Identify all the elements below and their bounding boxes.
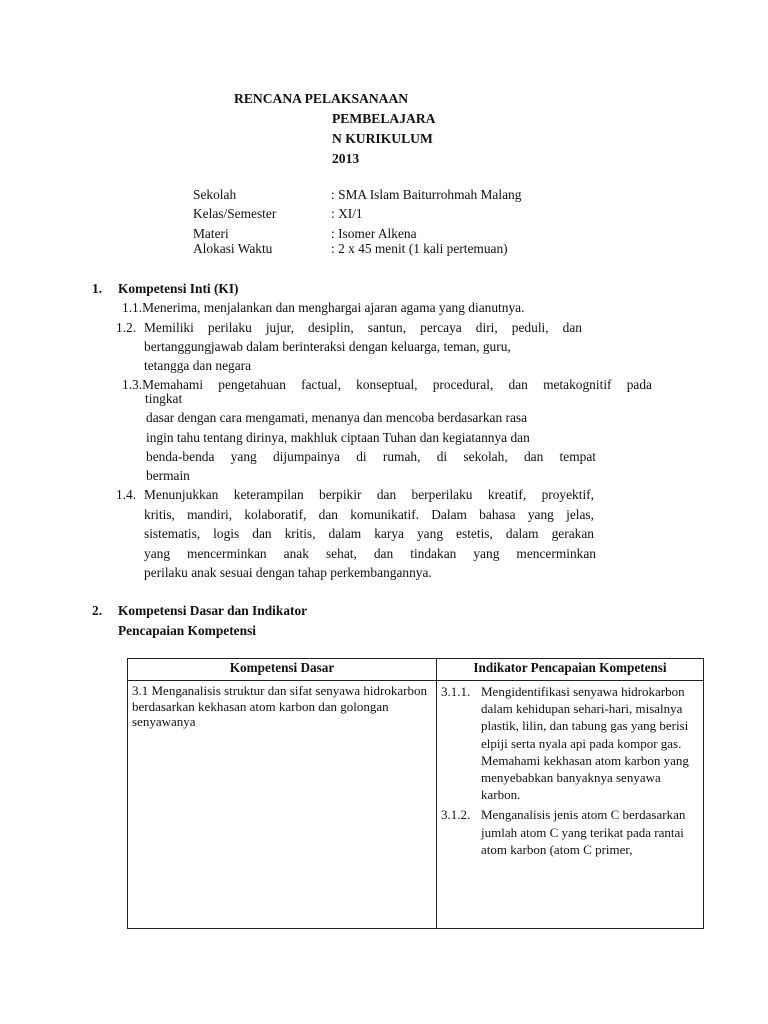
identity-value-kelas: : XI/1	[331, 206, 363, 221]
table-header-kompetensi-dasar: Kompetensi Dasar	[128, 659, 437, 681]
ki-1-4-line-3: sistematis, logis dan kritis, dalam karya yang estetis, dalam gerakan	[144, 526, 594, 541]
title-line-2: PEMBELAJARA	[332, 111, 436, 126]
title-line-1: RENCANA PELAKSANAAN	[234, 91, 409, 106]
title-line-4: 2013	[332, 151, 360, 166]
indicator-text: Mengidentifikasi senyawa hidrokarbon dalam kehidupan sehari-hari, misalnya plastik, lilin, dan tabung gas yang berisi elpiji serta nyala api pada kompor gas. Memahami kekhasan atom karbon yang menyebabkan banyaknya senyawa karbon.	[481, 684, 689, 803]
ki-1-2-line-2: bertanggungjawab dalam berinteraksi dengan keluarga, teman, guru,	[144, 339, 511, 354]
indicator-text: Menganalisis jenis atom C berdasarkan jumlah atom C yang terikat pada rantai atom karbon (atom C primer,	[481, 807, 686, 857]
indicator-number: 3.1.1.	[441, 684, 471, 699]
ki-1-4-line-2: kritis, mandiri, kolaboratif, dan komunikatif. Dalam bahasa yang jelas,	[144, 507, 594, 522]
indicator-number: 3.1.2.	[441, 807, 471, 823]
table-header-indikator: Indikator Pencapaian Kompetensi	[437, 659, 704, 681]
ki-1-4-line-1: Menunjukkan keterampilan berpikir dan berperilaku kreatif, proyektif,	[144, 487, 594, 502]
section-1-title: Kompetensi Inti (KI)	[118, 281, 239, 296]
identity-label-sekolah: Sekolah	[193, 187, 237, 202]
ki-1-3-line-3: dasar dengan cara mengamati, menanya dan mencoba berdasarkan rasa	[146, 410, 528, 425]
ki-1-2-line-3: tetangga dan negara	[144, 358, 252, 373]
section-2-number: 2.	[92, 603, 103, 618]
table-row	[128, 681, 704, 929]
ki-1-3-line-4: ingin tahu tentang dirinya, makhluk ciptaan Tuhan dan kegiatannya dan	[146, 430, 530, 445]
identity-value-sekolah: : SMA Islam Baiturrohmah Malang	[331, 187, 522, 202]
indicator-item	[441, 806, 699, 858]
section-2-title-line-2: Pencapaian Kompetensi	[118, 623, 256, 638]
kd-cell	[128, 681, 437, 929]
identity-value-materi: : Isomer Alkena	[331, 226, 417, 241]
ki-1-2-number: 1.2.	[116, 320, 137, 335]
indicator-item	[441, 683, 699, 803]
ki-1-4-line-5: perilaku anak sesuai dengan tahap perkembangannya.	[144, 565, 432, 580]
competency-table	[127, 658, 704, 929]
ki-1-3-line-5: benda-benda yang dijumpainya di rumah, di sekolah, dan tempat	[146, 449, 596, 464]
identity-label-kelas: Kelas/Semester	[193, 206, 277, 221]
identity-label-materi: Materi	[193, 226, 229, 241]
ki-1-1: 1.1.Menerima, menjalankan dan menghargai ajaran agama yang dianutnya.	[122, 300, 525, 315]
identity-value-alokasi: : 2 x 45 menit (1 kali pertemuan)	[331, 241, 508, 256]
section-1-number: 1.	[92, 281, 103, 296]
title-line-3: N KURIKULUM	[332, 131, 433, 146]
ki-1-3-line-1: 1.3.Memahami pengetahuan factual, konseptual, procedural, dan metakognitif pada	[122, 377, 652, 392]
ki-1-2-line-1: Memiliki perilaku jujur, desiplin, santun, percaya diri, peduli, dan	[144, 320, 582, 335]
table-header-row	[128, 659, 704, 681]
ki-1-3-line-6: bermain	[146, 468, 190, 483]
ki-1-3-line-2: tingkat	[145, 391, 183, 406]
ki-1-4-number: 1.4.	[116, 487, 137, 502]
ki-1-4-line-4: yang mencerminkan anak sehat, dan tindakan yang mencerminkan	[144, 546, 596, 561]
indicator-cell	[437, 681, 704, 929]
identity-label-alokasi: Alokasi Waktu	[193, 241, 273, 256]
section-2-title-line-1: Kompetensi Dasar dan Indikator	[118, 603, 308, 618]
kd-3-1-text: 3.1 Menganalisis struktur dan sifat senyawa hidrokarbon berdasarkan kekhasan atom karbon dan golongan senyawanya	[132, 683, 427, 729]
